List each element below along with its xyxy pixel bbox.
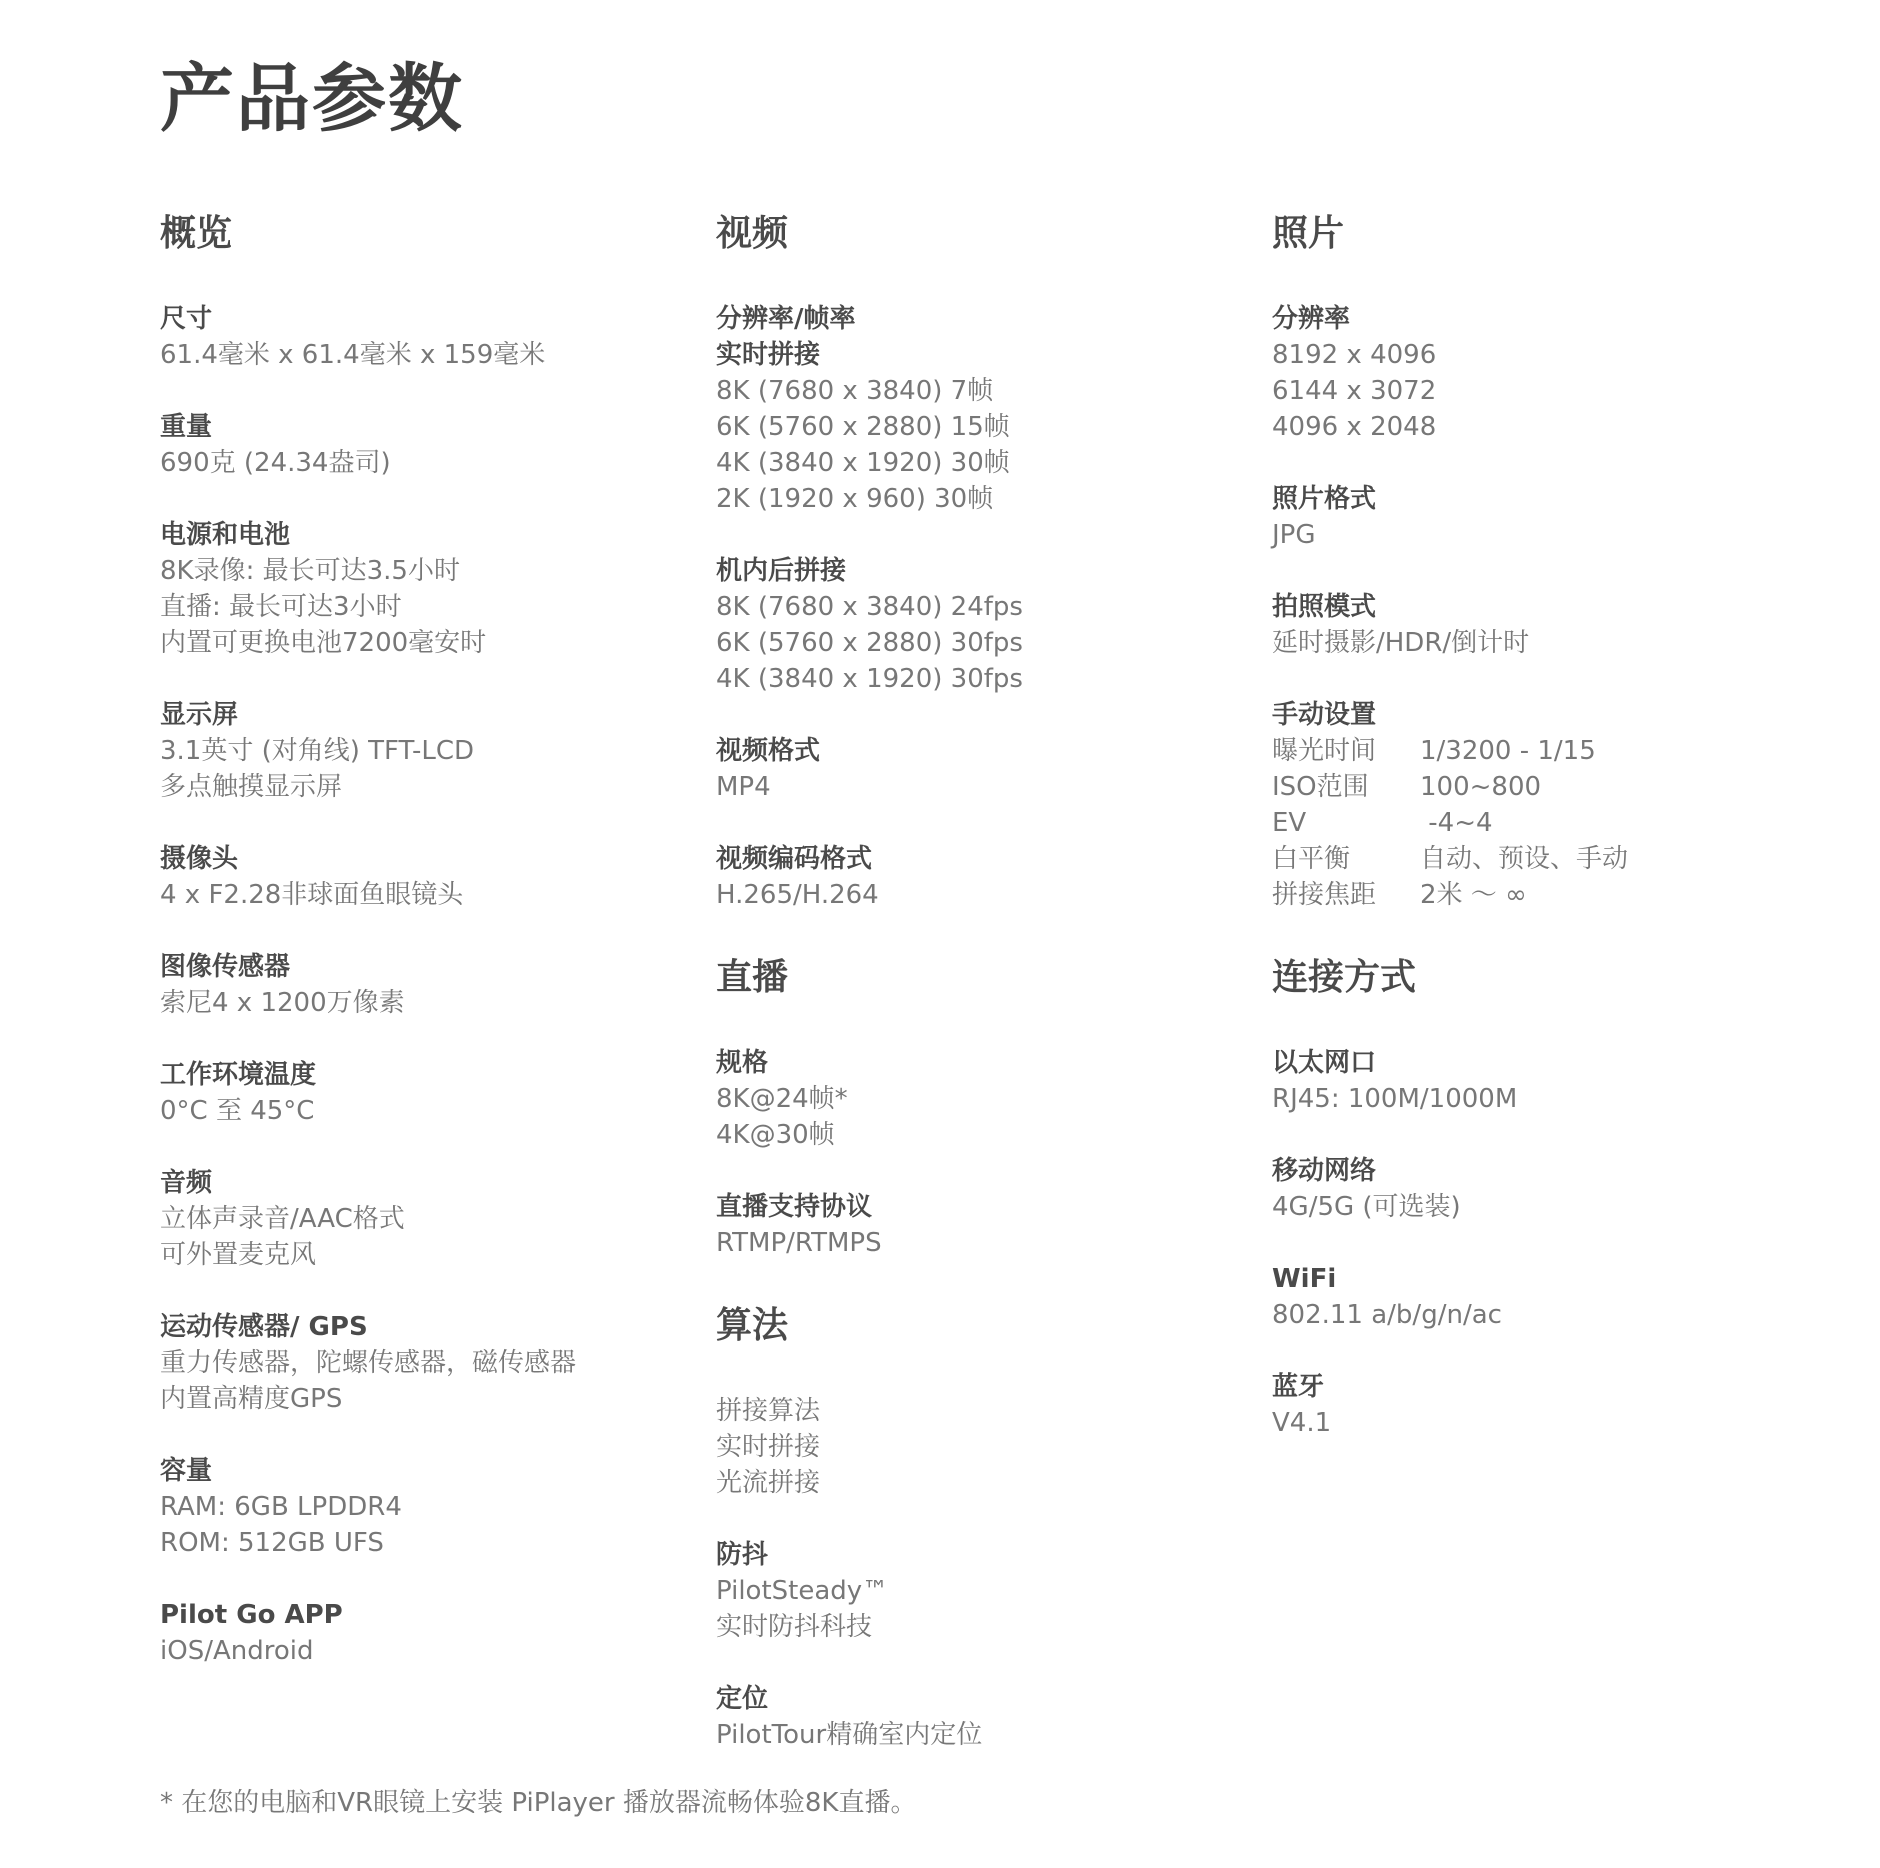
spec-value: 直播: 最长可达3小时: [160, 592, 402, 622]
spec-label: 重量: [160, 412, 213, 442]
spec-value: 立体声录音/AAC格式: [160, 1204, 405, 1234]
spec-value: 光流拼接: [716, 1468, 821, 1498]
spec-video-format: [716, 733, 1236, 805]
spec-value: 4K@30帧: [716, 1120, 835, 1150]
spec-value: 实时拼接: [716, 1432, 821, 1462]
spec-value: ROM: 512GB UFS: [160, 1528, 384, 1558]
spec-label: 定位: [716, 1684, 769, 1714]
spec-value: 8K@24帧*: [716, 1084, 848, 1114]
manual-row: [1272, 733, 1792, 769]
spec-video-codec: [716, 841, 1236, 913]
spec-value: 6K (5760 x 2880) 30fps: [716, 628, 1023, 658]
spec-value: MP4: [716, 772, 771, 802]
spec-video-resolution: [716, 301, 1236, 517]
spec-value: PilotTour精确室内定位: [716, 1720, 983, 1750]
spec-label: 照片格式: [1272, 484, 1377, 514]
spec-camera: [160, 841, 680, 913]
spec-value: 4K (3840 x 1920) 30fps: [716, 664, 1023, 694]
spec-value: 802.11 a/b/g/n/ac: [1272, 1300, 1502, 1330]
spec-label: 实时拼接: [716, 340, 821, 370]
spec-ethernet: [1272, 1045, 1792, 1117]
spec-label: 容量: [160, 1456, 213, 1486]
manual-key: ISO范围: [1272, 772, 1369, 802]
spec-positioning: [716, 1681, 1236, 1753]
spec-photo-resolution: [1272, 301, 1792, 445]
spec-operating-temp: [160, 1057, 680, 1129]
manual-row: [1272, 805, 1792, 841]
spec-value: 4K (3840 x 1920) 30帧: [716, 448, 1010, 478]
spec-value: 8K (7680 x 3840) 7帧: [716, 376, 994, 406]
spec-value: iOS/Android: [160, 1636, 314, 1666]
spec-photo-format: [1272, 481, 1792, 553]
spec-value: 延时摄影/HDR/倒计时: [1272, 628, 1530, 658]
spec-label: 电源和电池: [160, 520, 291, 550]
spec-weight: [160, 409, 680, 481]
spec-post-stitch: [716, 553, 1236, 697]
manual-value: -4~4: [1420, 808, 1493, 838]
spec-audio: [160, 1165, 680, 1273]
spec-value: RTMP/RTMPS: [716, 1228, 882, 1258]
spec-value: RJ45: 100M/1000M: [1272, 1084, 1518, 1114]
spec-manual-settings: [1272, 697, 1792, 913]
spec-label: 视频格式: [716, 736, 821, 766]
spec-image-sensor: [160, 949, 680, 1021]
manual-key: 白平衡: [1272, 844, 1351, 874]
spec-label: 拍照模式: [1272, 592, 1377, 622]
spec-power-battery: [160, 517, 680, 661]
spec-label: 蓝牙: [1272, 1372, 1325, 1402]
spec-value: 多点触摸显示屏: [160, 772, 343, 802]
spec-value: 内置高精度GPS: [160, 1384, 343, 1414]
spec-value: 2K (1920 x 960) 30帧: [716, 484, 994, 514]
spec-value: 拼接算法: [716, 1396, 821, 1426]
spec-value: 重力传感器，陀螺传感器，磁传感器: [160, 1348, 577, 1378]
spec-value: 实时防抖科技: [716, 1612, 873, 1642]
manual-value: 1/3200 - 1/15: [1420, 736, 1596, 766]
manual-value: 自动、预设、手动: [1420, 844, 1629, 874]
page-title: 产品参数: [160, 56, 464, 142]
spec-value: 8192 x 4096: [1272, 340, 1437, 370]
manual-key: 曝光时间: [1272, 736, 1377, 766]
spec-value: PilotSteady™: [716, 1576, 889, 1606]
spec-value: 4 x F2.28非球面鱼眼镜头: [160, 880, 464, 910]
spec-value: 3.1英寸 (对角线) TFT-LCD: [160, 736, 475, 766]
algorithm-heading: 算法: [716, 1305, 789, 1346]
spec-value: 4096 x 2048: [1272, 412, 1437, 442]
spec-value: JPG: [1272, 520, 1316, 550]
overview-column: [160, 205, 680, 1705]
spec-value: 8K (7680 x 3840) 24fps: [716, 592, 1023, 622]
manual-key: EV: [1272, 808, 1307, 838]
spec-label: 移动网络: [1272, 1156, 1377, 1186]
spec-storage: [160, 1453, 680, 1561]
spec-live-spec: [716, 1045, 1236, 1153]
spec-value: 0°C 至 45°C: [160, 1096, 315, 1126]
spec-mobile-network: [1272, 1153, 1792, 1225]
spec-value: 6K (5760 x 2880) 15帧: [716, 412, 1010, 442]
spec-label: 分辨率: [1272, 304, 1351, 334]
spec-label: 规格: [716, 1048, 769, 1078]
spec-wifi: [1272, 1261, 1792, 1333]
spec-value: 690克 (24.34盎司): [160, 448, 391, 478]
spec-label: Pilot Go APP: [160, 1600, 343, 1630]
spec-value: 索尼4 x 1200万像素: [160, 988, 405, 1018]
spec-value: H.265/H.264: [716, 880, 879, 910]
video-heading: 视频: [716, 213, 789, 254]
spec-photo-mode: [1272, 589, 1792, 661]
spec-value: 4G/5G (可选装): [1272, 1192, 1461, 1222]
spec-dimensions: [160, 301, 680, 373]
spec-label: 分辨率/帧率: [716, 304, 856, 334]
photo-column: [1272, 205, 1792, 1477]
live-heading: 直播: [716, 957, 789, 998]
spec-value: 61.4毫米 x 61.4毫米 x 159毫米: [160, 340, 546, 370]
spec-value: 8K录像: 最长可达3.5小时: [160, 556, 460, 586]
spec-label: 防抖: [716, 1540, 769, 1570]
manual-row: [1272, 877, 1792, 913]
manual-row: [1272, 841, 1792, 877]
spec-label: WiFi: [1272, 1264, 1337, 1294]
spec-label: 视频编码格式: [716, 844, 873, 874]
spec-live-protocol: [716, 1189, 1236, 1261]
spec-label: 手动设置: [1272, 700, 1377, 730]
manual-row: [1272, 769, 1792, 805]
spec-value: 6144 x 3072: [1272, 376, 1437, 406]
spec-app: [160, 1597, 680, 1669]
manual-value: 2米 ～ ∞: [1420, 880, 1527, 910]
spec-label: 图像传感器: [160, 952, 291, 982]
spec-label: 直播支持协议: [716, 1192, 873, 1222]
spec-stitch-algorithm: [716, 1393, 1236, 1501]
manual-key: 拼接焦距: [1272, 880, 1377, 910]
spec-value: RAM: 6GB LPDDR4: [160, 1492, 402, 1522]
spec-value: 内置可更换电池7200毫安时: [160, 628, 487, 658]
spec-bluetooth: [1272, 1369, 1792, 1441]
photo-heading: 照片: [1272, 213, 1345, 254]
overview-heading: 概览: [160, 213, 233, 254]
connectivity-heading: 连接方式: [1272, 957, 1417, 998]
spec-label: 音频: [160, 1168, 213, 1198]
spec-label: 摄像头: [160, 844, 239, 874]
spec-label: 以太网口: [1272, 1048, 1377, 1078]
spec-motion-gps: [160, 1309, 680, 1417]
spec-value: 可外置麦克风: [160, 1240, 317, 1270]
spec-label: 尺寸: [160, 304, 213, 334]
video-column: [716, 205, 1236, 1789]
footnote: * 在您的电脑和VR眼镜上安装 PiPlayer 播放器流畅体验8K直播。: [160, 1788, 917, 1818]
spec-label: 运动传感器/ GPS: [160, 1312, 368, 1342]
spec-stabilization: [716, 1537, 1236, 1645]
spec-display: [160, 697, 680, 805]
spec-value: V4.1: [1272, 1408, 1332, 1438]
spec-label: 显示屏: [160, 700, 239, 730]
spec-label: 工作环境温度: [160, 1060, 317, 1090]
manual-value: 100~800: [1420, 772, 1542, 802]
spec-label: 机内后拼接: [716, 556, 847, 586]
